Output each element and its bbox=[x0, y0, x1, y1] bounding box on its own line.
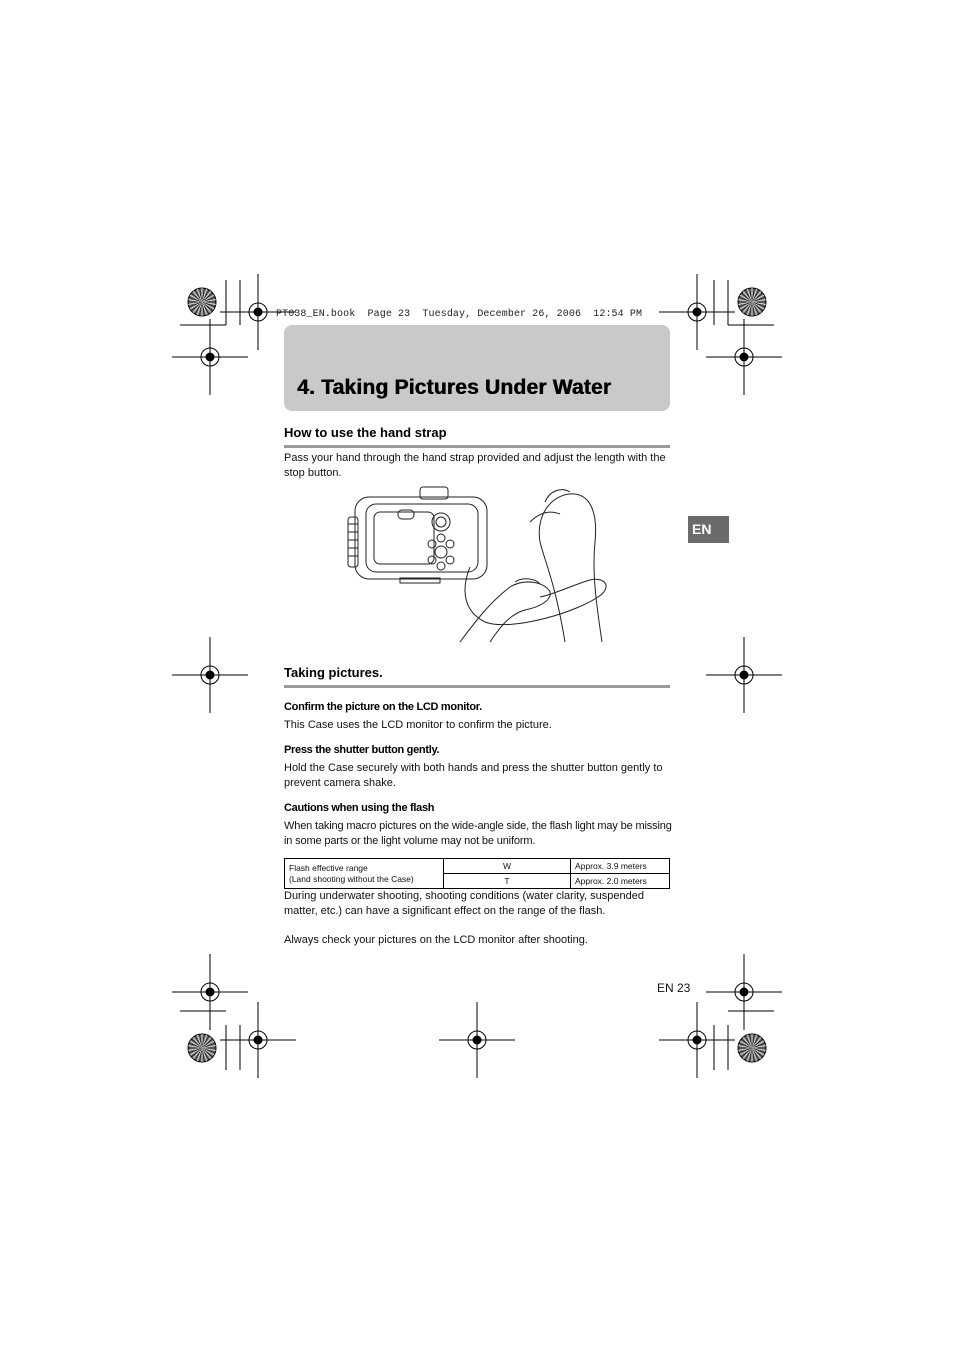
page-number: EN 23 bbox=[657, 981, 691, 995]
subheading-flash-cautions: Cautions when using the flash bbox=[284, 802, 435, 814]
crosshair-target-icon bbox=[172, 319, 248, 395]
table-row bbox=[285, 859, 670, 874]
hand-strap-illustration bbox=[340, 482, 620, 647]
crosshair-target-icon bbox=[220, 1002, 296, 1078]
flash-mode-cell: W bbox=[444, 859, 571, 874]
crosshair-target-icon bbox=[172, 954, 248, 1030]
starburst-mark-icon bbox=[738, 288, 766, 316]
starburst-mark-icon bbox=[188, 1034, 216, 1062]
crosshair-target-icon bbox=[659, 1002, 735, 1078]
closing-note: Always check your pictures on the LCD monitor after shooting. bbox=[284, 934, 588, 946]
lcd-monitor-body: This Case uses the LCD monitor to confirm the picture. bbox=[284, 719, 552, 731]
shutter-button-body: Hold the Case securely with both hands and press the shutter button gently to prevent camera shake. bbox=[284, 762, 663, 789]
chapter-title: 4. Taking Pictures Under Water bbox=[297, 376, 612, 399]
section-rule bbox=[284, 445, 670, 448]
starburst-mark-icon bbox=[738, 1034, 766, 1062]
flash-range-table bbox=[284, 858, 670, 889]
flash-range-cell: Approx. 2.0 meters bbox=[571, 874, 670, 889]
flash-cautions-body: When taking macro pictures on the wide-angle side, the flash light may be missing in some parts or the light volume may not be uniform. bbox=[284, 820, 672, 847]
crosshair-target-icon bbox=[706, 954, 782, 1030]
section-rule bbox=[284, 685, 670, 688]
flash-mode-cell: T bbox=[444, 874, 571, 889]
flash-range-label: Flash effective range (Land shooting without the Case) bbox=[285, 859, 444, 889]
hand-strap-body: Pass your hand through the hand strap provided and adjust the length with the stop button. bbox=[284, 452, 666, 479]
subheading-shutter-button: Press the shutter button gently. bbox=[284, 744, 440, 756]
section-heading-hand-strap: How to use the hand strap bbox=[284, 425, 447, 440]
flash-range-cell: Approx. 3.9 meters bbox=[571, 859, 670, 874]
crosshair-target-icon bbox=[706, 637, 782, 713]
starburst-mark-icon bbox=[188, 288, 216, 316]
section-heading-taking-pictures: Taking pictures. bbox=[284, 665, 383, 680]
crosshair-target-icon bbox=[706, 319, 782, 395]
crosshair-target-icon bbox=[172, 637, 248, 713]
print-meta-line: PT038_EN.book Page 23 Tuesday, December 26, 2006 12:54 PM bbox=[276, 309, 643, 320]
language-tab: EN bbox=[688, 516, 729, 543]
underwater-conditions-body: During underwater shooting, shooting conditions (water clarity, suspended matter, etc.) can have a significant effect on the range of the flash. bbox=[284, 890, 644, 917]
crosshair-target-icon bbox=[439, 1002, 515, 1078]
subheading-lcd-monitor: Confirm the picture on the LCD monitor. bbox=[284, 701, 482, 713]
crosshair-target-icon bbox=[659, 274, 735, 350]
